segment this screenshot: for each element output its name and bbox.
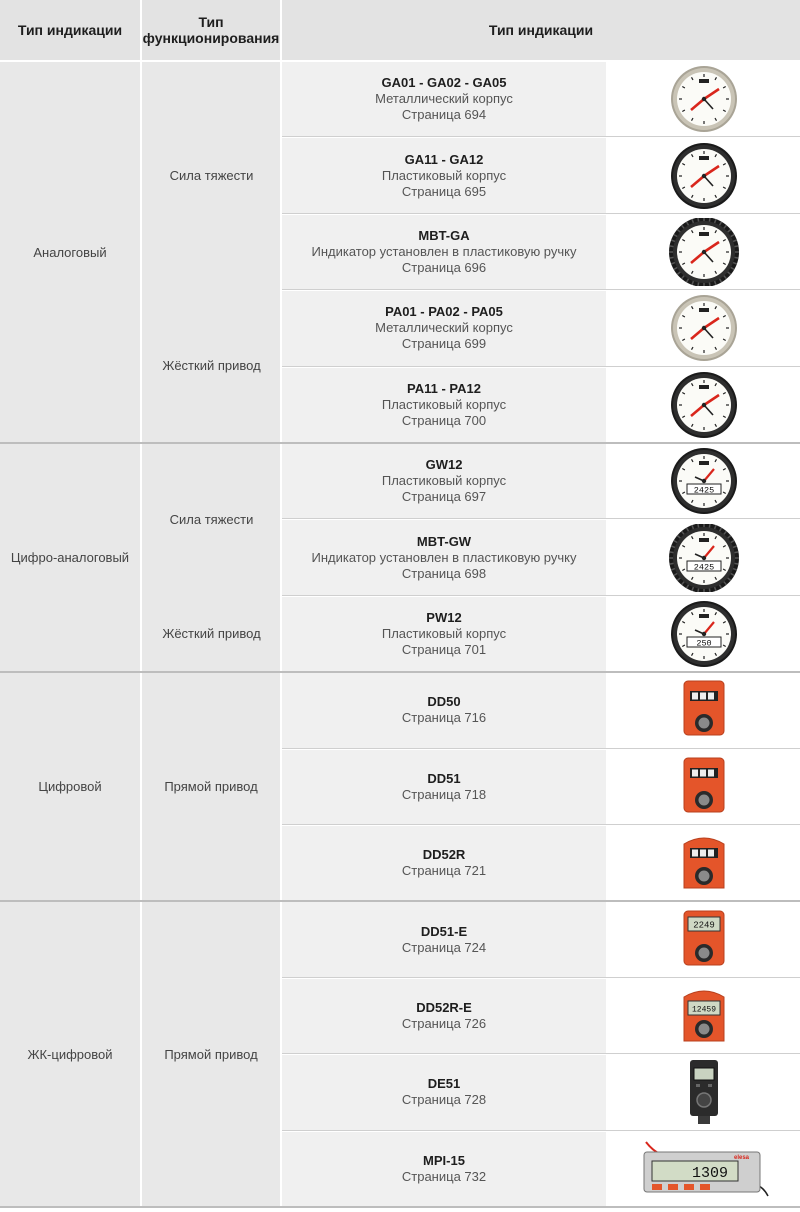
product-image-cell (608, 1132, 800, 1206)
analog-dial-plastic-icon (666, 371, 742, 439)
product-description-cell (282, 902, 606, 976)
product-image-cell (608, 215, 800, 289)
product-description-cell (282, 291, 606, 365)
group-type-label: Цифровой (38, 779, 102, 795)
product-image-cell (608, 673, 800, 747)
product-description-cell (282, 215, 606, 289)
group-type-label: Цифро-аналоговый (10, 550, 130, 566)
product-housing: Пластиковый корпус (381, 473, 507, 489)
row-divider (282, 213, 800, 214)
product-page-ref: Страница 696 (401, 259, 487, 275)
product-name: DD52R (422, 847, 466, 863)
product-name: MPI-15 (423, 1152, 465, 1168)
orange-lcd-counter-icon (677, 907, 731, 973)
product-description-cell (282, 520, 606, 594)
product-name: MBT-GA (418, 227, 470, 243)
product-page-ref: Страница 724 (401, 939, 487, 955)
product-housing: Металлический корпус (375, 320, 513, 336)
group-function-cell (142, 444, 280, 671)
function-label: Прямой привод (164, 779, 258, 795)
product-image-cell (608, 979, 800, 1053)
product-name: GA11 - GA12 (404, 151, 484, 167)
orange-counter-icon (677, 754, 731, 820)
product-description-cell (282, 1132, 606, 1206)
analog-dial-metal-icon (666, 65, 742, 133)
product-description-cell (282, 597, 606, 671)
svg-text:elesa: elesa (734, 1154, 750, 1161)
header-function-type-line2: функционирования (142, 30, 280, 46)
group-type-cell (0, 444, 140, 671)
svg-text:2425: 2425 (693, 485, 715, 496)
product-image-cell (608, 826, 800, 900)
row-divider (282, 518, 800, 519)
product-housing: Пластиковый корпус (381, 396, 507, 412)
analog-dial-plastic-icon (666, 142, 742, 210)
product-image-cell (608, 138, 800, 212)
header-function-type-line1: Тип (198, 14, 224, 30)
svg-text:2425: 2425 (693, 562, 715, 573)
product-page-ref: Страница 698 (401, 565, 487, 581)
product-housing: Индикатор установлен в пластиковую ручку (311, 549, 577, 565)
row-divider (282, 1053, 800, 1054)
header-function-type (142, 0, 280, 60)
panel-lcd-indicator-icon (638, 1140, 770, 1198)
product-housing: Металлический корпус (375, 91, 513, 107)
product-name: DD50 (427, 694, 461, 710)
header-display-type-label: Тип индикации (17, 22, 123, 38)
product-description-cell (282, 979, 606, 1053)
product-housing: Пластиковый корпус (381, 167, 507, 183)
row-divider (282, 136, 800, 137)
product-name: DD51 (427, 770, 461, 786)
group-divider (0, 1206, 800, 1208)
orange-lcd-counter-round-icon (677, 983, 731, 1049)
product-image-cell (608, 444, 800, 518)
row-divider (282, 289, 800, 290)
svg-text:250: 250 (696, 638, 712, 649)
product-description-cell (282, 444, 606, 518)
row-divider (282, 366, 800, 367)
group-type-cell (0, 673, 140, 900)
product-page-ref: Страница 701 (401, 641, 487, 657)
svg-text:12459: 12459 (691, 1005, 717, 1015)
product-name: MBT-GW (416, 533, 472, 549)
product-description-cell (282, 62, 606, 136)
product-page-ref: Страница 728 (401, 1092, 487, 1108)
product-description-cell (282, 750, 606, 824)
product-page-ref: Страница 697 (401, 489, 487, 505)
digital-analog-dial-icon (666, 600, 742, 668)
digital-analog-dial-icon (666, 447, 742, 515)
group-function-cell (142, 62, 280, 442)
product-name: GA01 - GA02 - GA05 (381, 75, 507, 91)
product-image-cell (608, 597, 800, 671)
product-page-ref: Страница 716 (401, 710, 487, 726)
product-page-ref: Страница 694 (401, 107, 487, 123)
product-page-ref: Страница 700 (401, 412, 487, 428)
function-label: Жёсткий привод (162, 358, 261, 373)
product-housing: Индикатор установлен в пластиковую ручку (311, 243, 577, 259)
header-indicator-type-label: Тип индикации (488, 22, 594, 38)
digital-analog-knob-icon (666, 524, 742, 592)
product-image-cell (608, 750, 800, 824)
product-description-cell (282, 673, 606, 747)
product-description-cell (282, 1055, 606, 1129)
product-page-ref: Страница 695 (401, 183, 487, 199)
product-name: PW12 (426, 609, 462, 625)
row-divider (282, 748, 800, 749)
product-page-ref: Страница 699 (401, 336, 487, 352)
product-image-cell (608, 902, 800, 976)
analog-dial-knob-icon (666, 218, 742, 286)
row-divider (282, 595, 800, 596)
function-label: Жёсткий привод (162, 626, 261, 641)
svg-text:2249: 2249 (693, 920, 715, 931)
product-name: PA01 - PA02 - PA05 (385, 304, 503, 320)
group-function-cell (142, 902, 280, 1206)
product-name: DE51 (427, 1076, 461, 1092)
group-type-label: Аналоговый (33, 244, 107, 260)
product-name: GW12 (425, 457, 463, 473)
product-page-ref: Страница 726 (401, 1015, 487, 1031)
group-type-cell (0, 902, 140, 1206)
svg-text:1309: 1309 (691, 1164, 729, 1182)
product-image-cell (608, 62, 800, 136)
product-page-ref: Страница 718 (401, 786, 487, 802)
black-electronic-indicator-icon (684, 1058, 724, 1126)
row-divider (282, 977, 800, 978)
product-name: DD52R-E (416, 999, 472, 1015)
analog-dial-metal-icon (666, 294, 742, 362)
function-label: Сила тяжести (169, 168, 254, 183)
product-description-cell (282, 368, 606, 442)
header-display-type (0, 0, 140, 60)
product-name: DD51-E (420, 923, 468, 939)
product-image-cell (608, 520, 800, 594)
orange-counter-icon (677, 677, 731, 743)
row-divider (282, 1130, 800, 1131)
group-type-label: ЖК-цифровой (27, 1046, 113, 1062)
function-label: Прямой привод (164, 1046, 258, 1062)
product-image-cell (608, 1055, 800, 1129)
group-type-cell (0, 62, 140, 442)
product-housing: Пластиковый корпус (381, 625, 507, 641)
function-label: Сила тяжести (169, 512, 254, 527)
product-image-cell (608, 291, 800, 365)
product-name: PA11 - PA12 (407, 380, 481, 396)
product-description-cell (282, 826, 606, 900)
orange-counter-round-icon (677, 830, 731, 896)
product-page-ref: Страница 732 (401, 1168, 487, 1184)
product-image-cell (608, 368, 800, 442)
header-indicator-type (282, 0, 800, 60)
product-description-cell (282, 138, 606, 212)
row-divider (282, 824, 800, 825)
product-page-ref: Страница 721 (401, 863, 487, 879)
group-function-cell (142, 673, 280, 900)
